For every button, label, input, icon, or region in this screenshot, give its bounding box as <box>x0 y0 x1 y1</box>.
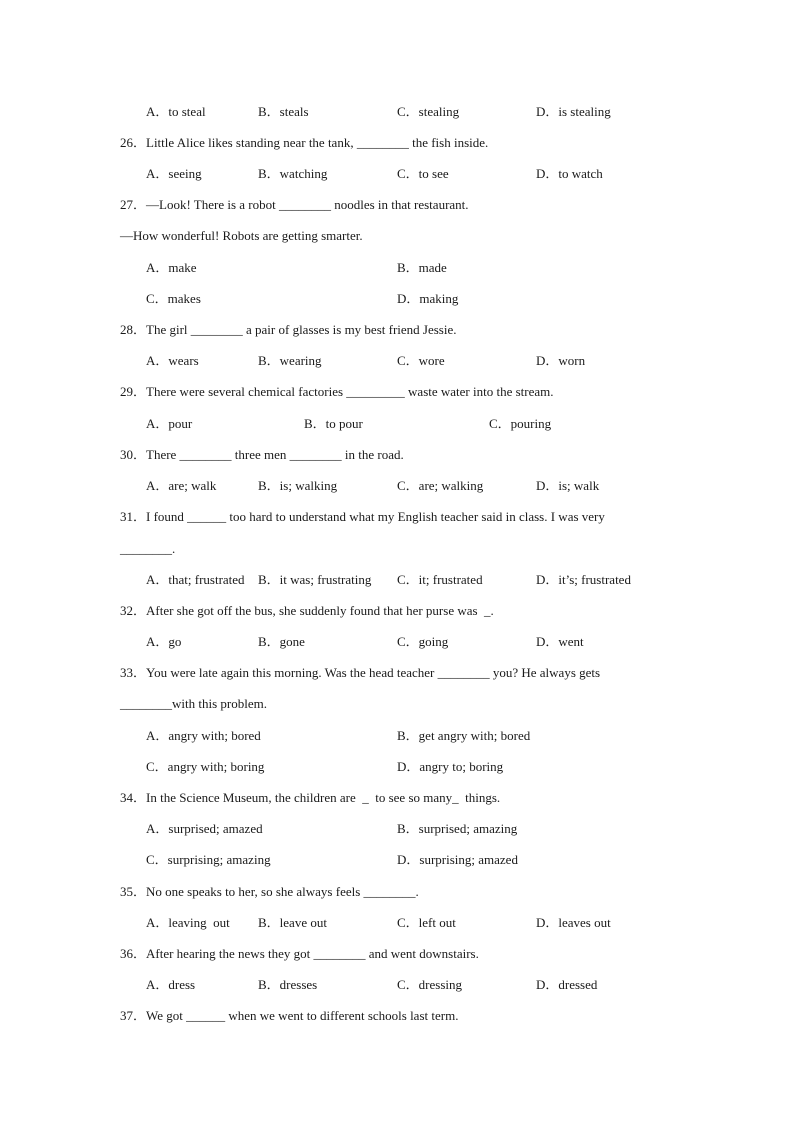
answer-option-q32opts-2: C．going <box>397 634 449 649</box>
answer-option-q35opts-3: D．leaves out <box>536 915 611 930</box>
answer-option-q30opts-1: B．is; walking <box>258 478 338 493</box>
answer-option-q25opts-2: C．stealing <box>397 104 460 119</box>
answer-option-q35opts-1: B．leave out <box>258 915 327 930</box>
answer-option-q35opts-0: A．leaving out <box>146 915 230 930</box>
question-text-q34: 34．In the Science Museum, the children are _ to see so many_ things. <box>120 790 501 805</box>
answer-option-q33opts1-0: A．angry with; bored <box>146 728 261 743</box>
answer-option-q30opts-2: C．are; walking <box>397 478 484 493</box>
answer-option-q33opts2-0: C．angry with; boring <box>146 759 265 774</box>
question-text-q27b: —How wonderful! Robots are getting smarter. <box>120 228 363 243</box>
question-text-q31b: ________. <box>120 541 176 556</box>
answer-option-q29opts-2: C．pouring <box>489 416 552 431</box>
question-text-q30: 30．There ________ three men ________ in the road. <box>120 447 404 462</box>
question-text-q37: 37．We got ______ when we went to different schools last term. <box>120 1008 459 1023</box>
answer-option-q26opts-0: A．seeing <box>146 166 202 181</box>
answer-option-q36opts-3: D．dressed <box>536 977 598 992</box>
answer-option-q28opts-2: C．wore <box>397 353 445 368</box>
answer-option-q31opts-2: C．it; frustrated <box>397 572 483 587</box>
answer-option-q26opts-2: C．to see <box>397 166 449 181</box>
question-text-q28: 28．The girl ________ a pair of glasses is my best friend Jessie. <box>120 322 457 337</box>
answer-option-q27opts2-0: C．makes <box>146 291 201 306</box>
answer-option-q34opts1-1: B．surprised; amazing <box>397 821 518 836</box>
answer-option-q31opts-0: A．that; frustrated <box>146 572 245 587</box>
answer-option-q26opts-1: B．watching <box>258 166 328 181</box>
answer-option-q28opts-0: A．wears <box>146 353 199 368</box>
answer-option-q29opts-1: B．to pour <box>304 416 363 431</box>
answer-option-q31opts-3: D．it’s; frustrated <box>536 572 631 587</box>
answer-option-q27opts1-0: A．make <box>146 260 197 275</box>
answer-option-q26opts-3: D．to watch <box>536 166 603 181</box>
answer-option-q28opts-1: B．wearing <box>258 353 322 368</box>
answer-option-q28opts-3: D．worn <box>536 353 586 368</box>
question-text-q35: 35．No one speaks to her, so she always feels ________. <box>120 884 419 899</box>
answer-option-q27opts1-1: B．made <box>397 260 447 275</box>
answer-option-q32opts-1: B．gone <box>258 634 305 649</box>
question-text-q36: 36．After hearing the news they got ________ and went downstairs. <box>120 946 479 961</box>
answer-option-q27opts2-1: D．making <box>397 291 459 306</box>
answer-option-q25opts-3: D．is stealing <box>536 104 611 119</box>
answer-option-q30opts-0: A．are; walk <box>146 478 217 493</box>
answer-option-q33opts2-1: D．angry to; boring <box>397 759 504 774</box>
answer-option-q34opts2-0: C．surprising; amazing <box>146 852 271 867</box>
answer-option-q36opts-1: B．dresses <box>258 977 318 992</box>
answer-option-q32opts-3: D．went <box>536 634 584 649</box>
answer-option-q34opts1-0: A．surprised; amazed <box>146 821 263 836</box>
answer-option-q29opts-0: A．pour <box>146 416 193 431</box>
question-text-q26: 26．Little Alice likes standing near the tank, ________ the fish inside. <box>120 135 489 150</box>
answer-option-q25opts-0: A．to steal <box>146 104 206 119</box>
question-text-q29: 29．There were several chemical factories _________ waste water into the stream. <box>120 384 554 399</box>
question-text-q31: 31．I found ______ too hard to understand what my English teacher said in class. I was very <box>120 509 605 524</box>
question-text-q33b: ________with this problem. <box>120 696 267 711</box>
answer-option-q25opts-1: B．steals <box>258 104 309 119</box>
question-text-q33: 33．You were late again this morning. Was the head teacher ________ you? He always gets <box>120 665 601 680</box>
answer-option-q30opts-3: D．is; walk <box>536 478 600 493</box>
question-text-q27: 27．—Look! There is a robot ________ noodles in that restaurant. <box>120 197 469 212</box>
answer-option-q35opts-2: C．left out <box>397 915 456 930</box>
answer-option-q36opts-2: C．dressing <box>397 977 463 992</box>
answer-option-q32opts-0: A．go <box>146 634 182 649</box>
answer-option-q36opts-0: A．dress <box>146 977 196 992</box>
question-text-q32: 32．After she got off the bus, she suddenly found that her purse was _. <box>120 603 494 618</box>
answer-option-q33opts1-1: B．get angry with; bored <box>397 728 531 743</box>
answer-option-q31opts-1: B．it was; frustrating <box>258 572 372 587</box>
answer-option-q34opts2-1: D．surprising; amazed <box>397 852 518 867</box>
